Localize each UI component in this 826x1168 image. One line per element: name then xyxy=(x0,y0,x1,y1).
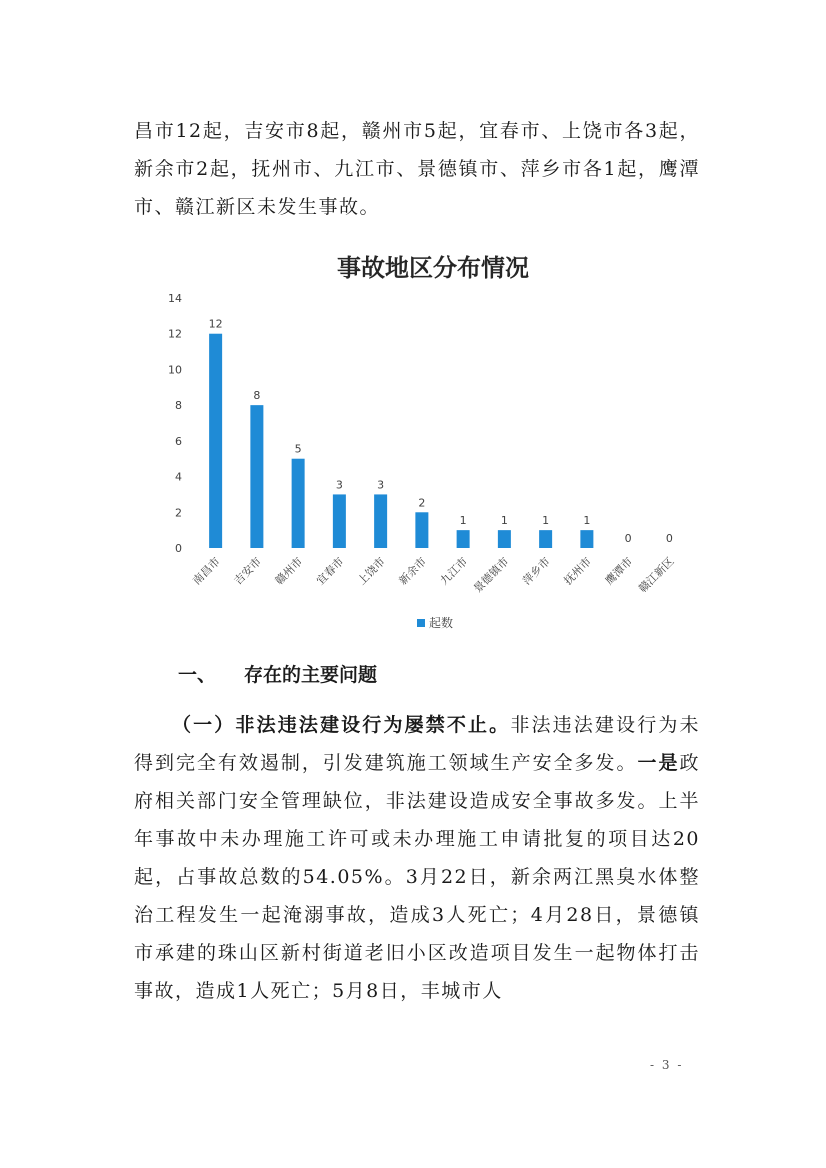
body-text-1: 非法违法建设行为未得到完全有效遏制，引发建筑施工领域生产安全多发。 xyxy=(134,714,700,774)
section-heading xyxy=(178,660,377,690)
data-label: 1 xyxy=(459,514,467,528)
x-tick-label: 吉安市 xyxy=(231,554,264,588)
x-tick-label: 景德镇市 xyxy=(471,554,512,596)
bar xyxy=(580,530,593,548)
x-tick-label: 赣江新区 xyxy=(636,554,677,596)
intro-paragraph: 昌市12起，吉安市8起，赣州市5起，宜春市、上饶市各3起，新余市2起，抚州市、九江市、景德镇市、萍乡市各1起，鹰潭市、赣江新区未发生事故。 xyxy=(134,120,700,218)
y-tick-label: 10 xyxy=(168,363,182,377)
body-paragraph xyxy=(134,706,700,1010)
y-tick-label: 12 xyxy=(168,327,182,341)
x-tick-label: 赣州市 xyxy=(272,554,306,588)
x-tick-label: 上饶市 xyxy=(355,554,388,588)
bar xyxy=(498,530,511,548)
bar xyxy=(333,494,346,548)
page-number: - 3 - xyxy=(650,1058,684,1072)
data-label: 12 xyxy=(208,317,223,331)
data-label: 3 xyxy=(335,478,343,492)
y-tick-label: 6 xyxy=(175,434,182,448)
chart-svg xyxy=(160,240,700,642)
data-label: 2 xyxy=(418,496,426,510)
data-label: 1 xyxy=(542,514,550,528)
y-tick-label: 8 xyxy=(175,399,182,413)
bar xyxy=(250,405,263,548)
data-label: 1 xyxy=(583,514,591,528)
bar xyxy=(415,512,428,548)
x-tick-label: 抚州市 xyxy=(561,554,594,588)
data-label: 8 xyxy=(253,389,261,403)
bar xyxy=(209,334,222,548)
data-label: 1 xyxy=(500,514,508,528)
bar xyxy=(292,459,305,548)
legend-label: 起数 xyxy=(429,616,454,630)
x-tick-label: 南昌市 xyxy=(190,554,223,588)
y-tick-label: 4 xyxy=(175,470,182,484)
subsection-heading: （一）非法违法建设行为屡禁不止。 xyxy=(172,714,511,736)
body-text-2: 政府相关部门安全管理缺位，非法建设造成安全事故多发。上半年事故中未办理施工许可或未办理施工申请批复的项目达20起，占事故总数的54.05%。3月22日，新余两江黑臭水体整治工程发生一起淹溺事故，造成3人死亡；4月28日，景德镇市承建的珠山区新村街道老旧小区改造项目发生一起物体打击事故，造成1人死亡；5月8日，丰城市人 xyxy=(134,752,700,1002)
data-label: 5 xyxy=(294,442,302,456)
bar xyxy=(374,494,387,548)
legend-swatch xyxy=(417,619,425,627)
x-tick-label: 新余市 xyxy=(396,554,429,588)
bar xyxy=(539,530,552,548)
y-tick-label: 0 xyxy=(175,542,182,555)
y-tick-label: 2 xyxy=(175,506,182,520)
x-tick-label: 九江市 xyxy=(437,554,471,588)
section-title: 存在的主要问题 xyxy=(244,664,378,686)
bar xyxy=(457,530,470,548)
data-label: 3 xyxy=(377,478,385,492)
data-label: 0 xyxy=(624,532,632,545)
data-label: 0 xyxy=(665,532,673,545)
section-number: 一、 xyxy=(178,664,217,686)
x-tick-label: 萍乡市 xyxy=(520,554,553,588)
point-marker: 一是 xyxy=(637,752,680,774)
bar-chart xyxy=(160,240,700,642)
x-tick-label: 鹰潭市 xyxy=(602,554,636,588)
y-tick-label: 14 xyxy=(168,292,182,305)
chart-title: 事故地区分布情况 xyxy=(337,254,529,282)
x-tick-label: 宜春市 xyxy=(313,554,347,588)
